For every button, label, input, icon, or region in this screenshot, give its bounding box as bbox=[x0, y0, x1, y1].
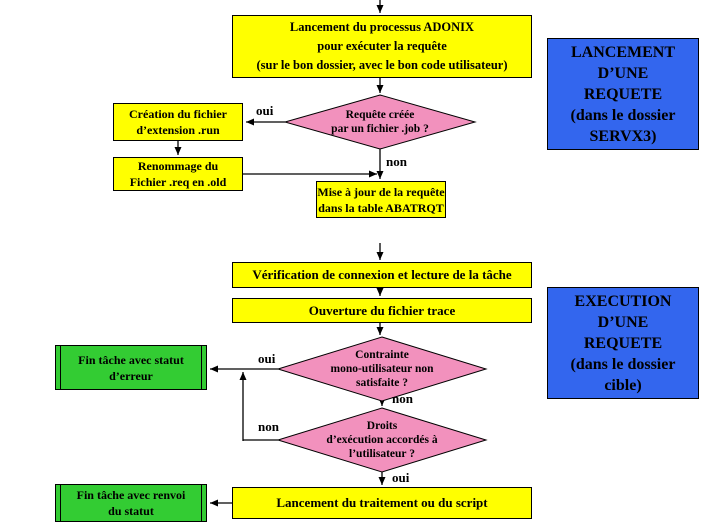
node-line: Création du fichier bbox=[129, 107, 227, 121]
node-line: Lancement du traitement ou du script bbox=[276, 495, 488, 510]
node-ouverture bbox=[232, 298, 532, 323]
node-line: (sur le bon dossier, avec le bon code utilisateur) bbox=[256, 58, 508, 72]
node-start bbox=[232, 15, 532, 78]
node-line: Droits bbox=[366, 420, 398, 432]
node-line: Mise à jour de la requête bbox=[317, 184, 445, 199]
node-line: Requête créée bbox=[345, 109, 415, 121]
node-fin-statut bbox=[55, 484, 207, 522]
node-line: D’UNE bbox=[597, 313, 649, 331]
node-line: dans la table ABATRQT bbox=[318, 200, 444, 215]
node-renommage bbox=[113, 157, 243, 191]
node-line: pour exécuter la requête bbox=[317, 39, 447, 53]
node-decision-droits bbox=[302, 418, 462, 462]
edge-label-oui: oui bbox=[392, 470, 410, 485]
node-creation-run bbox=[113, 103, 243, 141]
node-line: cible) bbox=[604, 376, 642, 394]
edge-label-oui: oui bbox=[258, 351, 276, 366]
node-line: Lancement du processus ADONIX bbox=[289, 20, 475, 34]
node-line: Fin tâche avec statut bbox=[78, 352, 184, 367]
node-line: d’exécution accordés à bbox=[326, 434, 438, 446]
node-line: Ouverture du fichier trace bbox=[308, 302, 456, 318]
side-panel-execution bbox=[547, 287, 699, 399]
node-fin-erreur bbox=[55, 345, 207, 390]
node-line: Fin tâche avec renvoi bbox=[76, 488, 186, 502]
node-line: Vérification de connexion et lecture de la tâche bbox=[252, 267, 512, 282]
node-line: SERVX3) bbox=[589, 127, 657, 145]
node-line: Renommage du bbox=[137, 159, 219, 173]
node-line: par un fichier .job ? bbox=[331, 123, 429, 135]
node-line: mono-utilisateur non bbox=[330, 363, 434, 375]
node-line: du statut bbox=[108, 504, 154, 518]
node-decision-fichier-job bbox=[305, 106, 455, 138]
edge-label-non: non bbox=[258, 419, 279, 434]
node-line: EXECUTION bbox=[574, 292, 672, 310]
edge-label-non: non bbox=[392, 391, 413, 406]
edge-label-non: non bbox=[386, 154, 407, 169]
node-line: REQUETE bbox=[583, 85, 663, 103]
node-line: d’extension .run bbox=[136, 123, 220, 137]
node-line: satisfaite ? bbox=[355, 377, 409, 389]
node-decision-contrainte bbox=[312, 347, 452, 391]
node-line: (dans le dossier bbox=[570, 106, 676, 124]
edge-label-oui: oui bbox=[256, 103, 274, 118]
node-line: (dans le dossier bbox=[570, 355, 676, 373]
side-panel-lancement bbox=[547, 38, 699, 150]
node-maj-abatrqt bbox=[316, 181, 446, 218]
node-line: D’UNE bbox=[597, 64, 649, 82]
node-line: l’utilisateur ? bbox=[349, 448, 415, 460]
node-line: Fichier .req en .old bbox=[129, 175, 227, 189]
node-line: d’erreur bbox=[109, 368, 153, 383]
node-lancement-script bbox=[232, 487, 532, 519]
node-line: LANCEMENT bbox=[570, 43, 675, 61]
node-line: REQUETE bbox=[583, 334, 663, 352]
node-verification bbox=[232, 262, 532, 288]
node-line: Contrainte bbox=[355, 349, 409, 361]
